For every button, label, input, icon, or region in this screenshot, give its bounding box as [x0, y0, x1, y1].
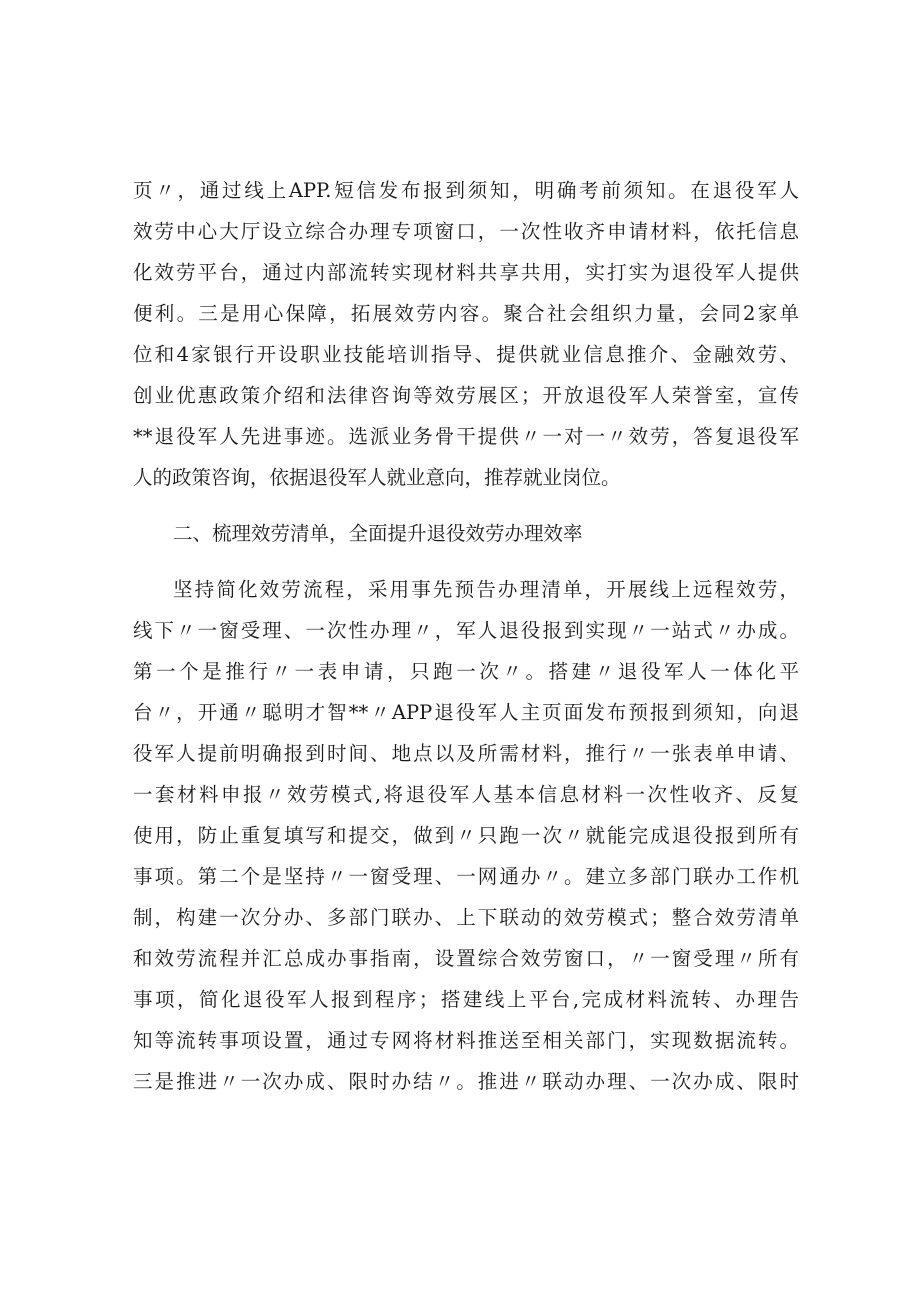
paragraph-2-line-8: 事项。第二个是坚持〃一窗受理、一网通办〃。建立多部门联办工作机 [133, 865, 799, 888]
paragraph-2-line-4: 台〃，开通〃聪明才智**〃APP退役军人主页面发布预报到须知，向退 [133, 701, 799, 724]
paragraph-1-line-2: 效劳中心大厅设立综合办理专项窗口，一次性收齐申请材料，依托信息 [133, 220, 799, 243]
paragraph-2-line-1: 坚持简化效劳流程，采用事先预告办理清单，开展线上远程效劳， [173, 578, 799, 601]
paragraph-1-line-7: **退役军人先进事迹。选派业务骨干提供〃一对一〃效劳，答复退役军 [133, 425, 799, 448]
paragraph-1-line-4: 便利。三是用心保障，拓展效劳内容。聚合社会组织力量，会同2家单 [133, 302, 799, 325]
paragraph-1-line-1: 页〃，通过线上APP.短信发布报到须知，明确考前须知。在退役军人 [133, 179, 799, 202]
paragraph-2-line-13: 三是推进〃一次办成、限时办结〃。推进〃联动办理、一次办成、限时 [133, 1070, 799, 1093]
paragraph-1-line-6: 创业优惠政策介绍和法律咨询等效劳展区；开放退役军人荣誉室，宣传 [133, 384, 799, 407]
section-heading-2: 二、梳理效劳清单，全面提升退役效劳办理效率 [173, 522, 583, 545]
paragraph-1-line-8: 人的政策咨询，依据退役军人就业意向，推荐就业岗位。 [133, 466, 621, 489]
paragraph-2-line-7: 使用，防止重复填写和提交，做到〃只跑一次〃就能完成退役报到所有 [133, 824, 799, 847]
paragraph-1-line-3: 化效劳平台，通过内部流转实现材料共享共用，实打实为退役军人提供 [133, 261, 799, 284]
paragraph-2-line-12: 知等流转事项设置，通过专网将材料推送至相关部门，实现数据流转。 [133, 1029, 799, 1052]
paragraph-2-line-5: 役军人提前明确报到时间、地点以及所需材料，推行〃一张表单申请、 [133, 742, 799, 765]
paragraph-2-line-9: 制，构建一次分办、多部门联办、上下联动的效劳模式；整合效劳清单 [133, 906, 799, 929]
paragraph-1-line-5: 位和4家银行开设职业技能培训指导、提供就业信息推介、金融效劳、 [133, 343, 799, 366]
paragraph-2-line-10: 和效劳流程并汇总成办事指南，设置综合效劳窗口，〃一窗受理〃所有 [133, 947, 799, 970]
paragraph-2-line-6: 一套材料申报〃效劳模式,将退役军人基本信息材料一次性收齐、反复 [133, 783, 799, 806]
paragraph-2-line-11: 事项，简化退役军人报到程序；搭建线上平台,完成材料流转、办理告 [133, 988, 799, 1011]
paragraph-2-line-3: 第一个是推行〃一表申请，只跑一次〃。搭建〃退役军人一体化平 [133, 660, 799, 683]
paragraph-2-line-2: 线下〃一窗受理、一次性办理〃，军人退役报到实现〃一站式〃办成。 [133, 619, 799, 642]
